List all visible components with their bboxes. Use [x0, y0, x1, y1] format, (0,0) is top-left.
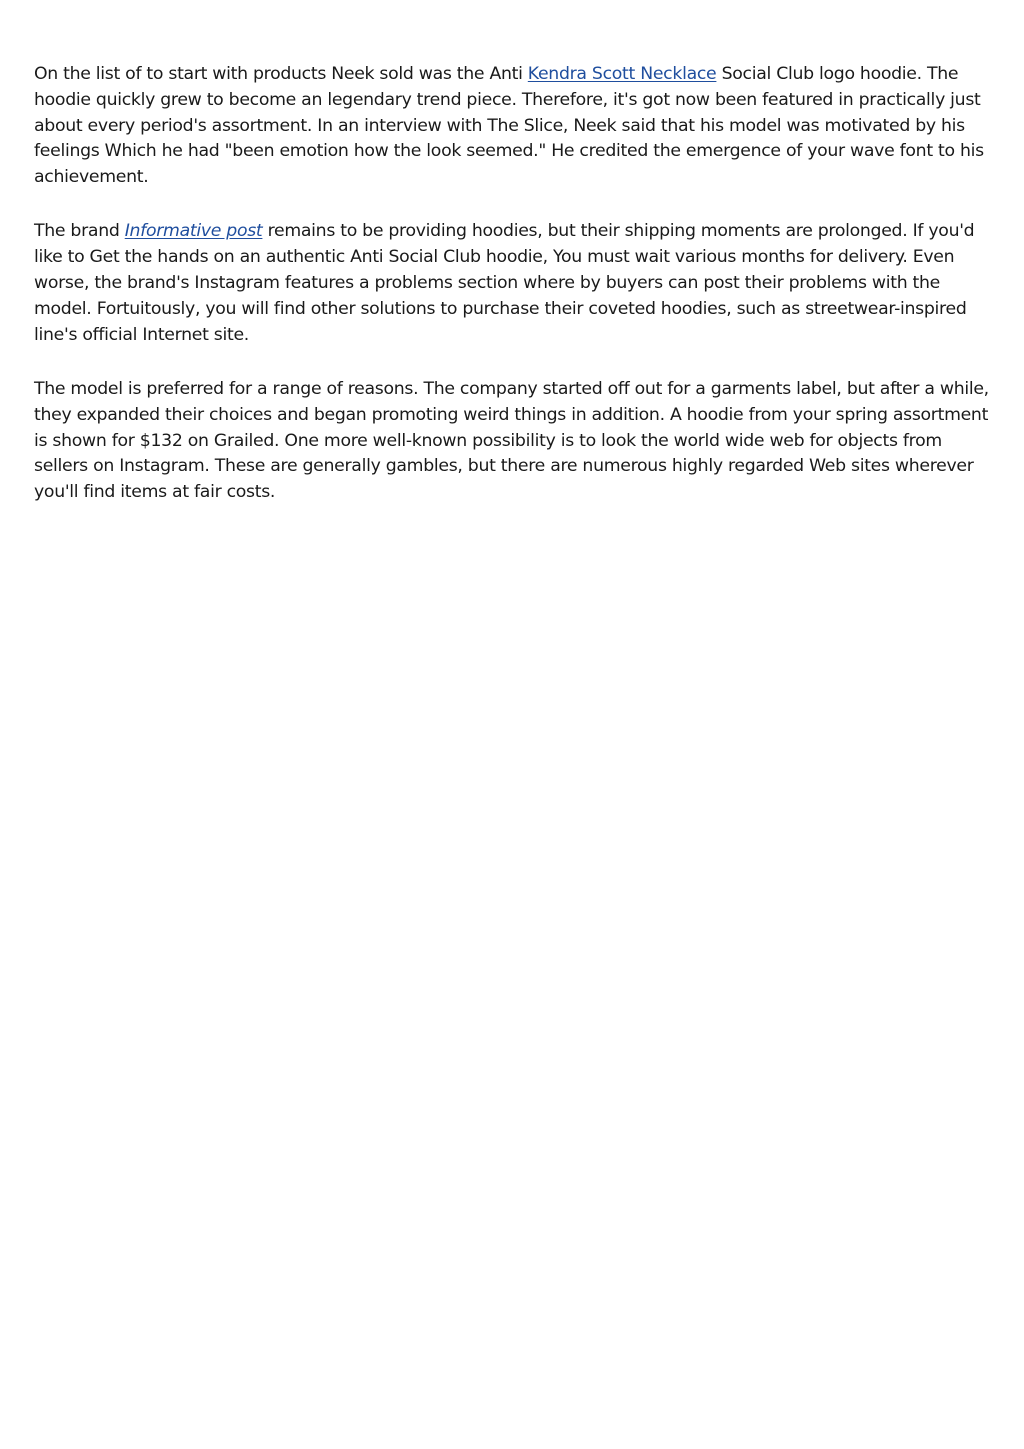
paragraph-2-text-after: remains to be providing hoodies, but their shipping moments are prolonged. If you'd like to Get the hands on an authentic Anti Social Club hoodie, You must wait various months for delivery. Even worse, the brand's Instagram features a problems section where by buyers can post their problems with the model. Fortuitously, you will find other solutions to purchase their coveted hoodies, such as streetwear-inspired line's official Internet site. — [34, 221, 975, 345]
paragraph-1-text-after: Social Club logo hoodie. The hoodie quickly grew to become an legendary trend piece. Therefore, it's got now been featured in practically just about every period's assortment. In an interview with The Slice, Neek said that his model was motivated by his feelings Which he had "been emotion how the look seemed." He credited the emergence of your wave font to his achievement. — [34, 64, 984, 188]
paragraph-2-text-before: The brand — [34, 221, 125, 242]
informative-post-link[interactable]: Informative post — [124, 221, 263, 242]
paragraph-1 — [34, 62, 996, 191]
paragraph-1-text-before: On the list of to start with products Neek sold was the Anti — [34, 64, 528, 84]
kendra-scott-necklace-link[interactable]: Kendra Scott Necklace — [527, 64, 717, 84]
paragraph-2 — [34, 219, 996, 348]
document-body — [34, 62, 996, 534]
paragraph-3: The model is preferred for a range of reasons. The company started off out for a garments label, but after a while, they expanded their choices and began promoting weird things in addition. A hoodie from your spring assortment is shown for $132 on Grailed. One more well-known possibility is to look the world wide web for objects from sellers on Instagram. These are generally gambles, but there are numerous highly regarded Web sites wherever you'll find items at fair costs. — [34, 378, 989, 503]
